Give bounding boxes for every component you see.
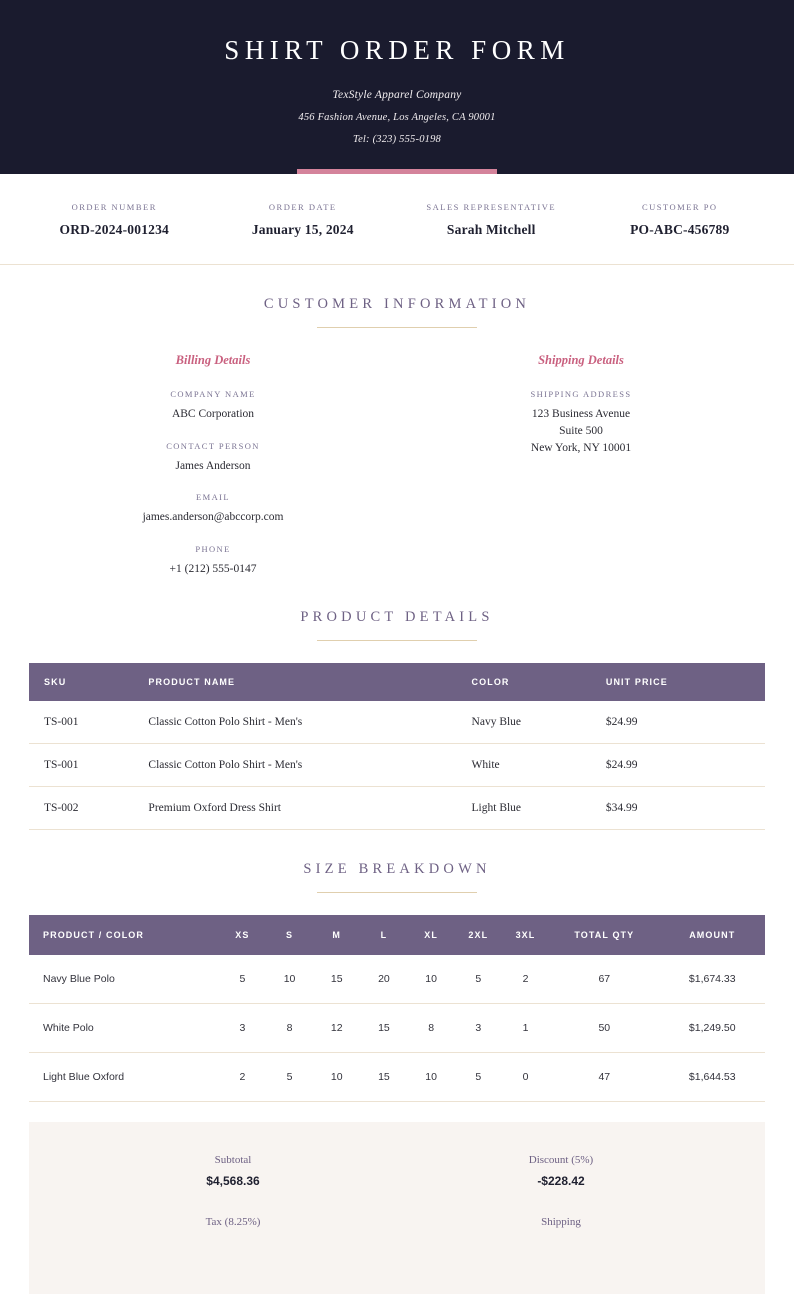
cell-total-qty: 50 [549, 1003, 659, 1052]
cell-qty-xs: 3 [219, 1003, 266, 1052]
column-header-s: S [285, 929, 294, 940]
total-shipping [397, 1216, 725, 1236]
cell-qty-m: 15 [313, 955, 360, 1004]
cell-product-name: Classic Cotton Polo Shirt - Men's [148, 743, 471, 786]
table-row [29, 955, 765, 1004]
cell-qty-2xl: 5 [455, 1052, 502, 1101]
company-address: 456 Fashion Avenue, Los Angeles, CA 90001 [298, 112, 496, 123]
meta-order-date [209, 202, 398, 238]
meta-value: January 15, 2024 [251, 222, 354, 237]
table-row [29, 1003, 765, 1052]
discount-value: -$228.42 [537, 1173, 585, 1188]
size-breakdown-section [0, 830, 794, 1102]
meta-label: ORDER DATE [268, 202, 337, 212]
cell-qty-s: 10 [266, 955, 313, 1004]
cell-amount: $1,644.53 [660, 1052, 765, 1101]
section-divider [317, 892, 477, 893]
cell-qty-xl: 8 [408, 1003, 455, 1052]
contact-person-value: James Anderson [175, 459, 251, 472]
discount-label: Discount (5%) [528, 1153, 594, 1166]
meta-value: PO-ABC-456789 [630, 222, 730, 237]
cell-product-name: Premium Oxford Dress Shirt [148, 786, 471, 829]
shipping-address-line-1: 123 Business Avenue [531, 408, 631, 420]
cell-qty-3xl: 2 [502, 955, 549, 1004]
meta-sales-representative [397, 202, 586, 238]
company-name-label: COMPANY NAME [170, 389, 256, 399]
cell-qty-2xl: 5 [455, 955, 502, 1004]
total-tax [69, 1216, 397, 1236]
cell-qty-s: 5 [266, 1052, 313, 1101]
cell-product-color: Light Blue Oxford [29, 1052, 219, 1101]
column-header-xs: XS [235, 929, 250, 940]
column-header-amount: AMOUNT [689, 929, 736, 940]
email-label: EMAIL [196, 492, 230, 503]
customer-grid [29, 328, 765, 578]
cell-amount: $1,249.50 [660, 1003, 765, 1052]
table-row [29, 1052, 765, 1101]
product-details-section [0, 578, 794, 830]
order-meta-row [0, 174, 794, 265]
shipping-address-line-2: Suite 500 [559, 425, 603, 438]
section-title-size-breakdown: SIZE BREAKDOWN [303, 860, 491, 877]
table-row [29, 743, 765, 786]
cell-qty-xs: 5 [219, 955, 266, 1004]
cell-qty-l: 15 [360, 1052, 407, 1101]
page-title: SHIRT ORDER FORM [224, 35, 570, 65]
cell-qty-m: 10 [313, 1052, 360, 1101]
meta-value: Sarah Mitchell [446, 222, 536, 237]
column-header-m: M [332, 929, 342, 940]
meta-label: CUSTOMER PO [641, 202, 718, 212]
shipping-details-heading: Shipping Details [538, 353, 624, 367]
document-header [0, 0, 794, 174]
table-header-row [29, 663, 765, 701]
column-header-product-name: PRODUCT NAME [148, 676, 236, 687]
cell-total-qty: 47 [549, 1052, 659, 1101]
cell-qty-s: 8 [266, 1003, 313, 1052]
meta-label: ORDER NUMBER [71, 202, 157, 212]
cell-amount: $1,674.33 [660, 955, 765, 1004]
meta-order-number [20, 202, 209, 238]
shipping-details-column [397, 353, 765, 578]
cell-qty-3xl: 1 [502, 1003, 549, 1052]
phone-value: +1 (212) 555-0147 [169, 563, 257, 576]
subtotal-label: Subtotal [214, 1153, 252, 1166]
cell-unit-price: $24.99 [606, 701, 765, 744]
customer-information-section [0, 265, 794, 578]
phone-label: PHONE [195, 544, 231, 555]
meta-value: ORD-2024-001234 [59, 222, 169, 237]
table-header-row [29, 915, 765, 955]
column-header-total-qty: TOTAL QTY [574, 929, 635, 940]
column-header-sku: SKU [44, 676, 67, 687]
totals-section [0, 1122, 794, 1294]
shipping-label: Shipping [541, 1215, 581, 1228]
cell-total-qty: 67 [549, 955, 659, 1004]
contact-person-label: CONTACT PERSON [166, 440, 260, 451]
accent-bar [297, 169, 497, 174]
shipping-address-label: SHIPPING ADDRESS [530, 389, 632, 399]
column-header-xl: XL [424, 929, 438, 940]
section-divider [317, 640, 477, 641]
meta-customer-po [586, 202, 775, 238]
cell-unit-price: $24.99 [606, 743, 765, 786]
cell-qty-3xl: 0 [502, 1052, 549, 1101]
billing-details-column [29, 353, 397, 578]
subtotal-value: $4,568.36 [206, 1173, 260, 1188]
cell-color: White [472, 743, 606, 786]
column-header-product-color: PRODUCT / COLOR [43, 929, 144, 940]
tax-label: Tax (8.25%) [205, 1215, 261, 1228]
cell-qty-2xl: 3 [455, 1003, 502, 1052]
column-header-2xl: 2XL [468, 929, 489, 940]
cell-sku: TS-001 [29, 701, 148, 744]
shipping-address-line-3: New York, NY 10001 [530, 442, 632, 455]
cell-product-color: Navy Blue Polo [29, 955, 219, 1004]
company-block [0, 89, 794, 145]
section-title-product-details: PRODUCT DETAILS [300, 608, 494, 625]
email-value: james.anderson@abccorp.com [142, 511, 284, 524]
cell-sku: TS-001 [29, 743, 148, 786]
column-header-unit-price: UNIT PRICE [605, 676, 668, 687]
cell-unit-price: $34.99 [606, 786, 765, 829]
cell-color: Navy Blue [472, 701, 606, 744]
product-details-table [29, 663, 765, 830]
column-header-3xl: 3XL [515, 929, 536, 940]
company-name-value: ABC Corporation [171, 408, 255, 420]
meta-label: SALES REPRESENTATIVE [426, 202, 557, 212]
column-header-color: COLOR [471, 676, 510, 687]
cell-qty-l: 15 [360, 1003, 407, 1052]
cell-qty-xl: 10 [408, 1052, 455, 1101]
cell-product-color: White Polo [29, 1003, 219, 1052]
company-phone: Tel: (323) 555-0198 [353, 134, 441, 145]
table-row [29, 786, 765, 829]
total-subtotal [69, 1154, 397, 1188]
section-title-customer-information: CUSTOMER INFORMATION [263, 296, 531, 312]
cell-sku: TS-002 [29, 786, 148, 829]
billing-details-heading: Billing Details [175, 353, 251, 367]
table-row [29, 701, 765, 744]
cell-qty-xl: 10 [408, 955, 455, 1004]
column-header-l: L [380, 929, 388, 940]
company-name: TexStyle Apparel Company [332, 89, 462, 101]
cell-color: Light Blue [472, 786, 606, 829]
total-discount [397, 1154, 725, 1188]
totals-panel [29, 1122, 765, 1294]
cell-product-name: Classic Cotton Polo Shirt - Men's [148, 701, 471, 744]
size-breakdown-table [29, 915, 765, 1102]
cell-qty-m: 12 [313, 1003, 360, 1052]
cell-qty-l: 20 [360, 955, 407, 1004]
cell-qty-xs: 2 [219, 1052, 266, 1101]
